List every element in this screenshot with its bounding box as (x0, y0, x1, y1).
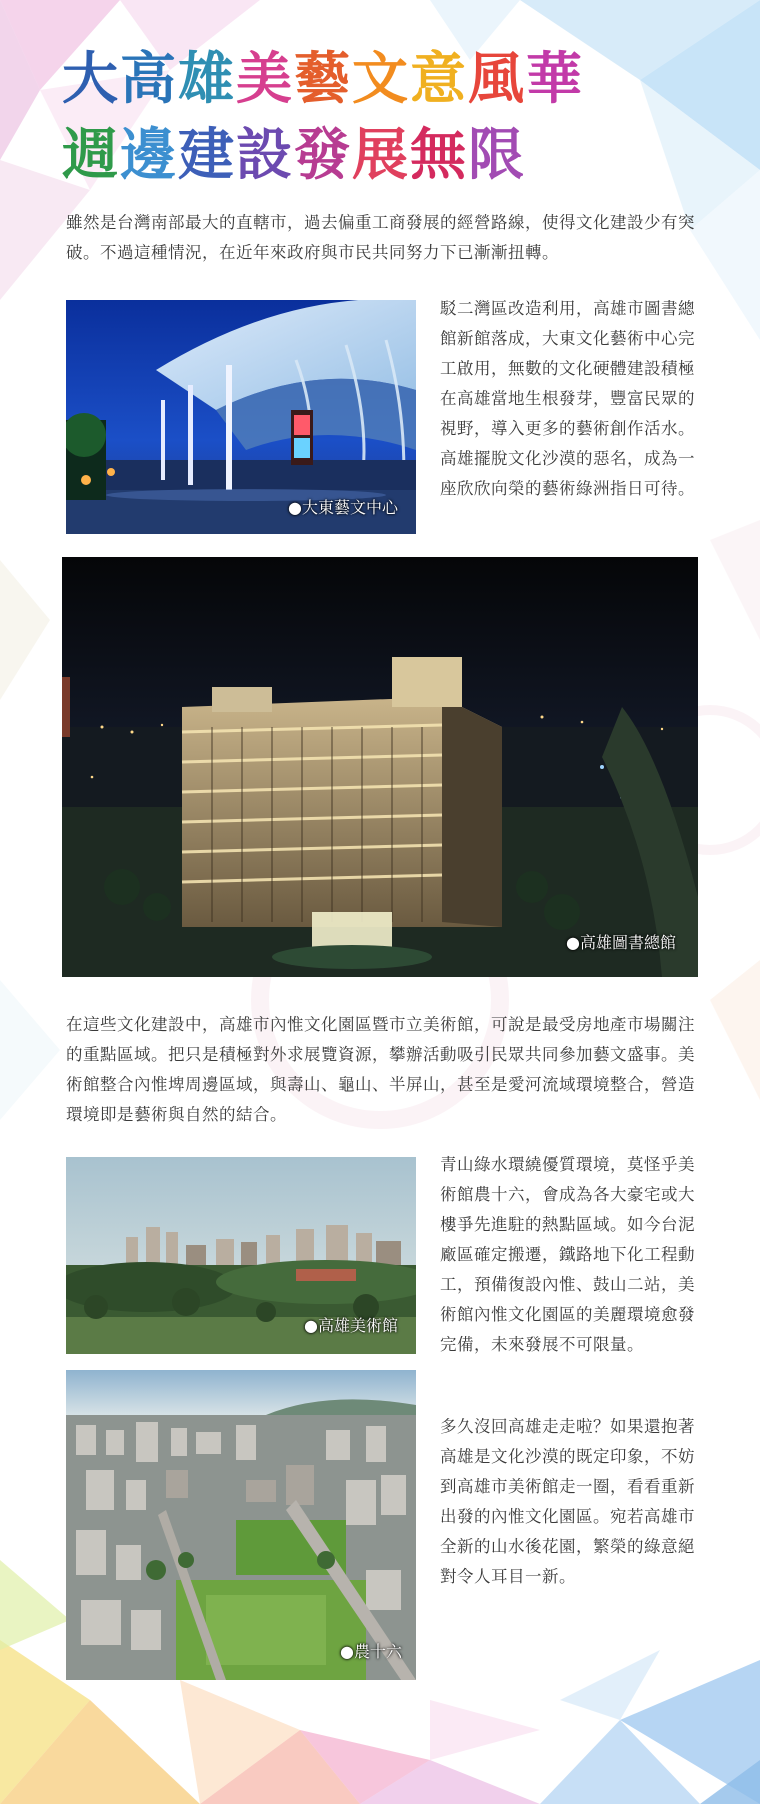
title-character: 雄 (178, 46, 236, 112)
title-character: 藝 (294, 46, 352, 112)
title-character: 文 (352, 46, 410, 112)
photo-caption: ●高雄美術館 (304, 1316, 398, 1335)
photo-caption: ●大東藝文中心 (288, 498, 398, 517)
museum-area-paragraph: 青山綠水環繞優質環境，莫怪乎美術館農十六，會成為各大豪宅或大樓爭先進駐的熱點區域。如今台泥廠區確定搬遷，鐵路地下化工程動工，預備復設內惟、鼓山二站，美術館內惟文化園區的美麗環境愈發完備，未來發展不可限量。 (440, 1155, 695, 1354)
photo-caption: ●農十六 (340, 1642, 402, 1661)
title-character: 限 (468, 122, 526, 188)
closing-paragraph: 多久沒回高雄走走啦？如果還抱著高雄是文化沙漠的既定印象，不妨到高雄市美術館走一圈，看看重新出發的內惟文化園區。宛若高雄市全新的山水後花園，繁榮的綠意絕對令人耳目一新。 (440, 1417, 695, 1586)
photo-caption: ●高雄圖書總館 (566, 933, 676, 952)
page-title-line-2 (62, 120, 526, 190)
intro-paragraph: 雖然是台灣南部最大的直轄市，過去偏重工商發展的經營路線，使得文化建設少有突破。不過這種情況，在近年來政府與市民共同努力下已漸漸扭轉。 (66, 213, 695, 262)
title-character: 意 (410, 46, 468, 112)
title-character: 展 (352, 122, 410, 188)
culture-development-paragraph: 駁二灣區改造利用，高雄市圖書總館新館落成，大東文化藝術中心完工啟用，無數的文化硬體建設積極在高雄當地生根發芽，豐富民眾的視野，導入更多的藝術創作活水。高雄擺脫文化沙漠的惡名，成為一座欣欣向榮的藝術綠洲指日可待。 (440, 299, 695, 498)
title-character: 風 (468, 46, 526, 112)
agriculture-16-aerial-photo (66, 1370, 416, 1680)
title-character: 設 (236, 122, 294, 188)
title-character: 建 (178, 122, 236, 188)
title-character: 週 (62, 122, 120, 188)
kaohsiung-main-library-photo (62, 557, 698, 977)
title-character: 美 (236, 46, 294, 112)
title-character: 無 (410, 122, 468, 188)
dadong-arts-center-photo (66, 300, 416, 534)
title-character: 發 (294, 122, 352, 188)
kaohsiung-museum-photo (66, 1157, 416, 1354)
title-character: 高 (120, 46, 178, 112)
title-character: 邊 (120, 122, 178, 188)
neiwei-arts-paragraph: 在這些文化建設中，高雄市內惟文化園區暨市立美術館，可說是最受房地產市場關注的重點區域。把只是積極對外求展覽資源，攀辦活動吸引民眾共同參加藝文盛事。美術館整合內惟埤周邊區域，與壽山、龜山、半屏山，甚至是愛河流域環境整合，營造環境即是藝術與自然的結合。 (66, 1015, 695, 1124)
page-title-line-1 (62, 44, 584, 114)
title-character: 大 (62, 46, 120, 112)
title-character: 華 (526, 46, 584, 112)
